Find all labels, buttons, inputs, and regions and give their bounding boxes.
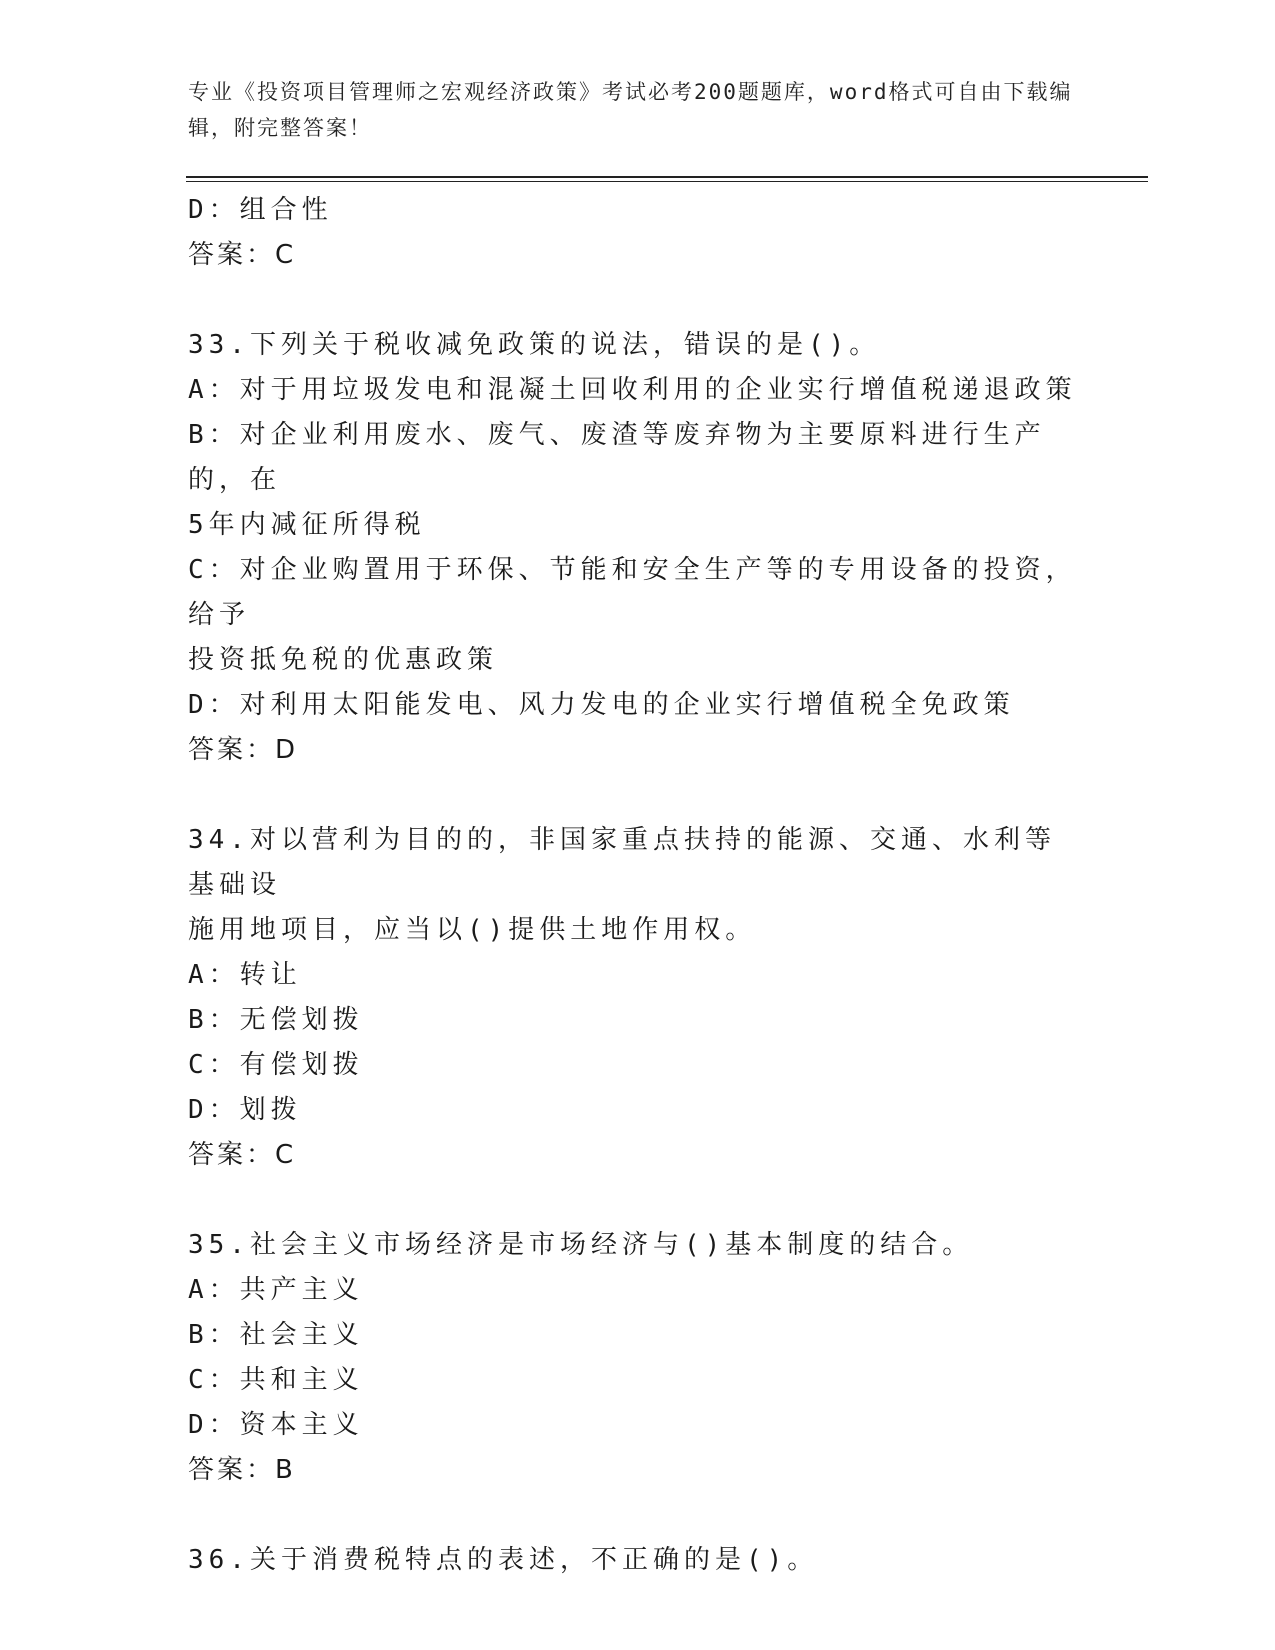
option-b-line-2: 5年内减征所得税 (188, 510, 426, 540)
option-d: D：资本主义 (188, 1410, 364, 1440)
question-33 (188, 323, 1078, 773)
option-d: D：对利用太阳能发电、风力发电的企业实行增值税全免政策 (188, 690, 1015, 720)
question-36 (188, 1538, 1078, 1583)
option-c: C：有偿划拨 (188, 1050, 364, 1080)
option-a: A：转让 (188, 960, 302, 990)
spacer (188, 773, 1078, 818)
header-rule-thin (186, 181, 1148, 182)
question-35 (188, 1223, 1078, 1493)
question-stem-line-1: 34.对以营利为目的的，非国家重点扶持的能源、交通、水利等基础设 (188, 825, 1056, 900)
option-a: A：共产主义 (188, 1275, 364, 1305)
question-stem-line-2: 施用地项目，应当以()提供土地作用权。 (188, 915, 757, 945)
option-c-line-2: 投资抵免税的优惠政策 (188, 645, 499, 675)
question-34 (188, 818, 1078, 1178)
question-stem: 35.社会主义市场经济是市场经济与()基本制度的结合。 (188, 1230, 974, 1260)
question-stem: 36.关于消费税特点的表述，不正确的是()。 (188, 1545, 819, 1575)
question-32-tail (188, 188, 1078, 278)
option-a: A：对于用垃圾发电和混凝土回收利用的企业实行增值税递退政策 (188, 375, 1077, 405)
answer-line: 答案：B (188, 1455, 296, 1485)
answer-line: 答案：D (188, 735, 299, 765)
header-rule-thick (186, 176, 1148, 178)
option-c-line-1: C：对企业购置用于环保、节能和安全生产等的专用设备的投资，给予 (188, 555, 1077, 630)
option-d: D：组合性 (188, 195, 333, 225)
answer-line: 答案：C (188, 240, 297, 270)
spacer (188, 1493, 1078, 1538)
page-header: 专业《投资项目管理师之宏观经济政策》考试必考200题题库，word格式可自由下载编辑，附完整答案！ (188, 80, 1073, 140)
answer-line: 答案：C (188, 1140, 297, 1170)
spacer (188, 1178, 1078, 1223)
option-b: B：社会主义 (188, 1320, 364, 1350)
question-stem: 33.下列关于税收减免政策的说法，错误的是()。 (188, 330, 881, 360)
question-list (188, 188, 1078, 1583)
option-b: B：无偿划拨 (188, 1005, 364, 1035)
option-d: D：划拨 (188, 1095, 302, 1125)
option-b-line-1: B：对企业利用废水、废气、废渣等废弃物为主要原料进行生产的，在 (188, 420, 1046, 495)
spacer (188, 278, 1078, 323)
option-c: C：共和主义 (188, 1365, 364, 1395)
